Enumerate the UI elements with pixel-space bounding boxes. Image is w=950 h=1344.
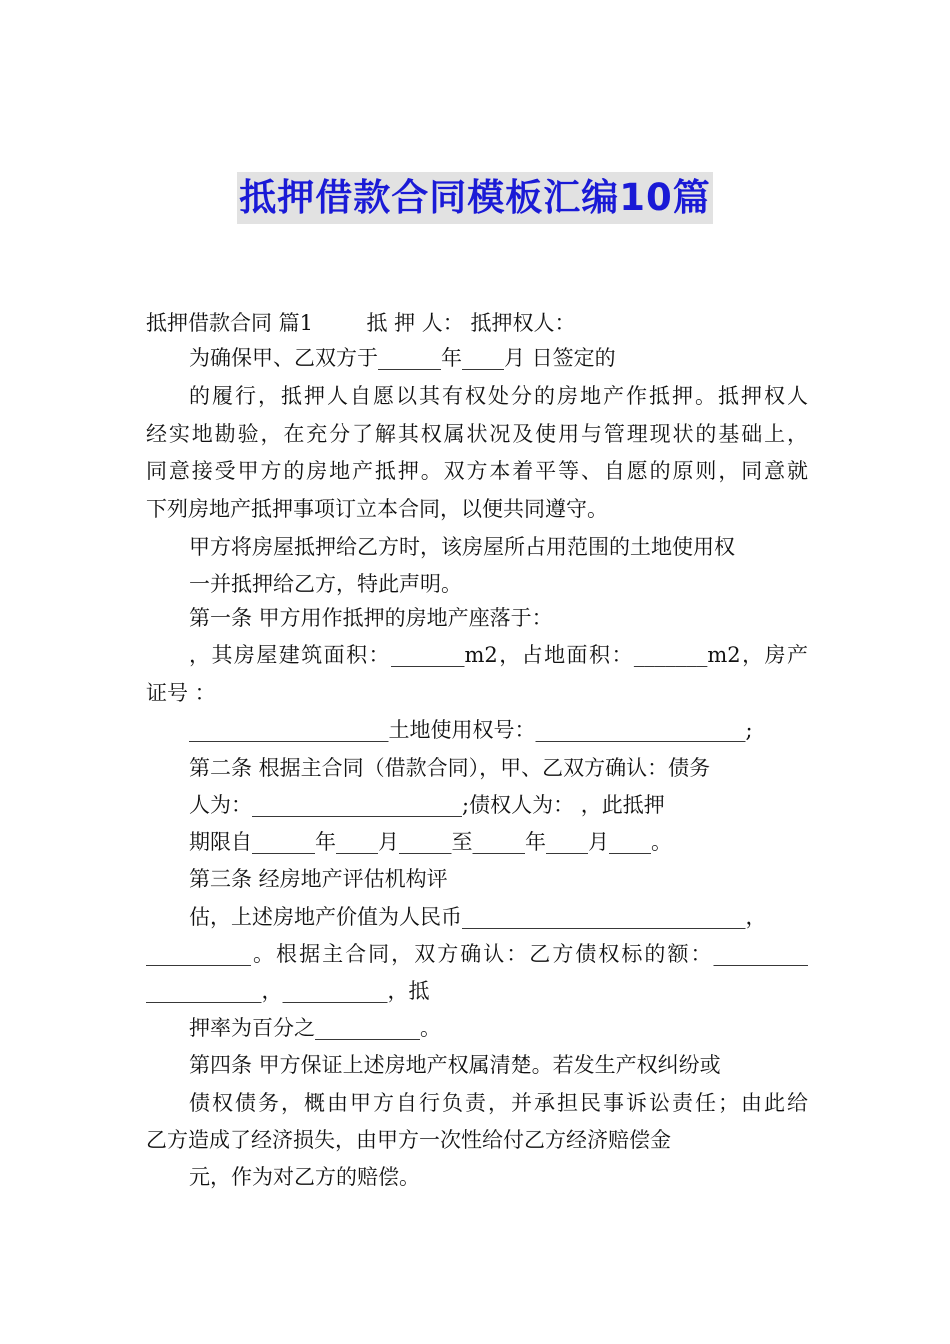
body-line: 乙方造成了经济损失，由甲方一次性给付乙方经济赔偿金 [146, 1128, 671, 1152]
body-line: 下列房地产抵押事项订立本合同，以便共同遵守。 [146, 497, 608, 521]
body-line: 押率为百分之__________。 [189, 1016, 441, 1040]
body-line: 的履行，抵押人自愿以其有权处分的房地产作抵押。抵押权人 [189, 384, 808, 408]
body-line: ，其房屋建筑面积：_______m2，占地面积：_______m2，房产 [189, 643, 808, 667]
body-line: 债权债务，概由甲方自行负责，并承担民事诉讼责任；由此给 [189, 1091, 808, 1115]
body-line: 元，作为对乙方的赔偿。 [189, 1165, 420, 1189]
body-line: 经实地勘验，在充分了解其权属状况及使用与管理现状的基础上， [146, 422, 808, 446]
body-line: 为确保甲、乙双方于______年____月 日签定的 [189, 346, 616, 370]
body-line: 甲方将房屋抵押给乙方时，该房屋所占用范围的土地使用权 [189, 535, 735, 559]
section-heading-line: 抵押借款合同 篇1 抵 押 人： 抵押权人： [146, 311, 576, 335]
body-line: 估，上述房地产价值为人民币___________________________， [189, 905, 767, 929]
body-line: ___________________土地使用权号：____________________; [189, 718, 753, 742]
article-2-heading: 第二条 根据主合同（借款合同），甲、乙双方确认：债务 [189, 756, 711, 780]
body-line: __________。根据主合同，双方确认：乙方债权标的额：_________ [146, 942, 808, 966]
document-title: 抵押借款合同模板汇编10篇 [237, 172, 713, 224]
article-4-heading: 第四条 甲方保证上述房地产权属清楚。若发生产权纠纷或 [189, 1053, 721, 1077]
article-3-heading: 第三条 经房地产评估机构评 [189, 867, 448, 891]
body-line: 一并抵押给乙方，特此声明。 [189, 572, 462, 596]
body-line: ___________，__________，抵 [146, 979, 430, 1003]
body-line: 同意接受甲方的房地产抵押。双方本着平等、自愿的原则，同意就 [146, 459, 808, 483]
document-title-block [0, 172, 950, 224]
body-line: 人为：____________________;债权人为： ，此抵押 [189, 793, 665, 817]
article-1-heading: 第一条 甲方用作抵押的房地产座落于： [189, 606, 553, 630]
body-line: 期限自______年____月_____至_____年____月____。 [189, 830, 672, 854]
body-line: 证号 ： [146, 681, 216, 705]
